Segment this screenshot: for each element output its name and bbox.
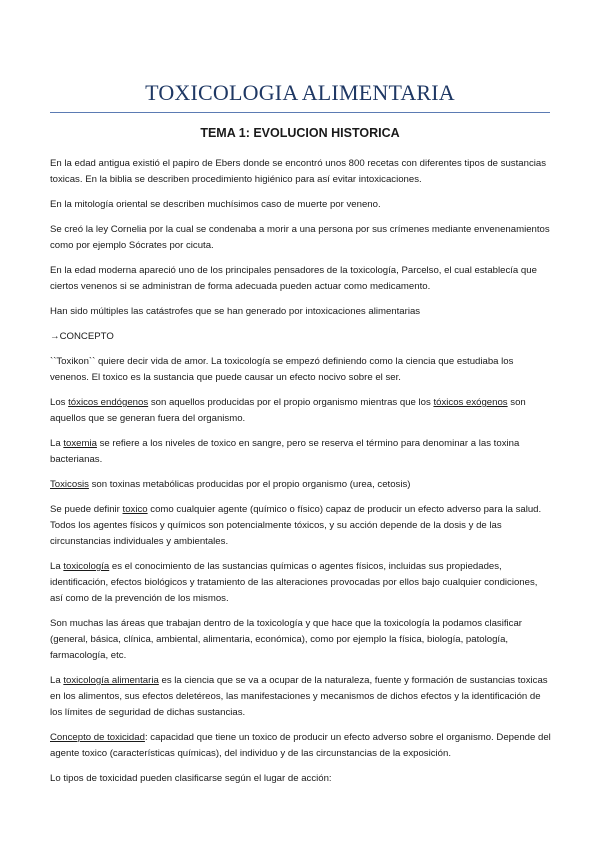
term-toxemia: toxemia bbox=[63, 438, 97, 449]
paragraph-toxemia bbox=[50, 436, 552, 468]
text-span: es el conocimiento de las sustancias químicas o agentes físicos, incluidas sus propiedades, identificación, efectos biológicos y tratamiento de las alteraciones provocadas por ellos bajo cualquier condiciones, así como de la prevención de los mismos. bbox=[50, 561, 538, 604]
section-heading: TEMA 1: EVOLUCION HISTORICA bbox=[200, 126, 400, 140]
document-body bbox=[50, 156, 552, 796]
paragraph-toxicos-endogenos bbox=[50, 395, 552, 427]
paragraph-ley-cornelia: Se creó la ley Cornelia por la cual se condenaba a morir a una persona por sus crímenes mediante envenenamientos como por ejemplo Sócrates por cicuta. bbox=[50, 224, 550, 251]
text-span: La bbox=[50, 675, 64, 686]
paragraph-toxikon: ``Toxikon`` quiere decir vida de amor. La toxicología se empezó definiendo como la ciencia que estudiaba los venenos. El toxico es la sustancia que puede causar un efecto nocivo sobre el ser. bbox=[50, 356, 514, 383]
paragraph-toxico bbox=[50, 502, 552, 550]
text-span: Se puede definir bbox=[50, 504, 123, 515]
text-span: La bbox=[50, 438, 64, 449]
term-toxicos-endogenos: tóxicos endógenos bbox=[68, 397, 149, 408]
term-toxicosis: Toxicosis bbox=[50, 479, 89, 490]
text-span: se refiere a los niveles de toxico en sangre, pero se reserva el término para denominar a las toxina bacterianas. bbox=[50, 438, 520, 465]
text-span: como cualquier agente (químico o físico) capaz de producir un efecto adverso para la salud. Todos los agentes físicos y químicos son potencialmente tóxicos, y su acción depende de la dosis y de las circunstancias individuales y ambientales. bbox=[50, 504, 542, 547]
text-span: son toxinas metabólicas producidas por el propio organismo (urea, cetosis) bbox=[88, 479, 411, 490]
term-toxicologia: toxicología bbox=[63, 561, 110, 572]
paragraph-mitologia: En la mitología oriental se describen muchísimos caso de muerte por veneno. bbox=[50, 199, 381, 210]
text-span: son aquellos que se generan fuera del organismo. bbox=[50, 397, 526, 424]
paragraph-tipos-toxicidad: Lo tipos de toxicidad pueden clasificarse según el lugar de acción: bbox=[50, 773, 332, 784]
term-toxico: toxico bbox=[122, 504, 148, 515]
paragraph-concepto-toxicidad bbox=[50, 730, 552, 762]
paragraph-toxicosis bbox=[50, 477, 552, 493]
title-divider bbox=[50, 112, 550, 113]
text-span: : capacidad que tiene un toxico de producir un efecto adverso sobre el organismo. Depende del agente toxico (características químicas), del individuo y de las circunstancias de la exposición. bbox=[50, 732, 551, 759]
text-span: La bbox=[50, 561, 64, 572]
paragraph-areas: Son muchas las áreas que trabajan dentro de la toxicología y que hace que la toxicología la podamos clasificar (general, básica, clínica, ambiental, alimentaria, económica), como por ejemplo la física, biología, patología, farmacología, etc. bbox=[50, 618, 522, 661]
paragraph-toxicologia bbox=[50, 559, 552, 607]
paragraph-ebers: En la edad antigua existió el papiro de Ebers donde se encontró unos 800 recetas con diferentes tipos de sustancias toxicas. En la biblia se describen procedimiento higiénico para así evitar intoxicaciones. bbox=[50, 158, 547, 185]
document-title: TOXICOLOGIA ALIMENTARIA bbox=[145, 80, 455, 105]
term-toxicologia-alimentaria: toxicología alimentaria bbox=[63, 675, 159, 686]
paragraph-edad-moderna: En la edad moderna apareció uno de los principales pensadores de la toxicología, Parcelso, el cual establecía que ciertos venenos si se administran de forma adecuada pueden actuar como medicamento. bbox=[50, 265, 537, 292]
paragraph-toxicologia-alimentaria bbox=[50, 673, 552, 721]
text-span: es la ciencia que se va a ocupar de la naturaleza, fuente y formación de sustancias toxicas en los alimentos, sus efectos deletéreos, las manifestaciones y mecanismos de dichos efectos y la identificación de los límites de seguridad de dichas sustancias. bbox=[50, 675, 548, 718]
term-concepto-toxicidad: Concepto de toxicidad bbox=[50, 732, 145, 743]
text-span: Los bbox=[50, 397, 69, 408]
concepto-heading: →CONCEPTO bbox=[50, 331, 114, 342]
text-span: son aquellos producidas por el propio organismo mientras que los bbox=[148, 397, 434, 408]
term-toxicos-exogenos: tóxicos exógenos bbox=[433, 397, 508, 408]
paragraph-catastrofes: Han sido múltiples las catástrofes que se han generado por intoxicaciones alimentarias bbox=[50, 306, 421, 317]
